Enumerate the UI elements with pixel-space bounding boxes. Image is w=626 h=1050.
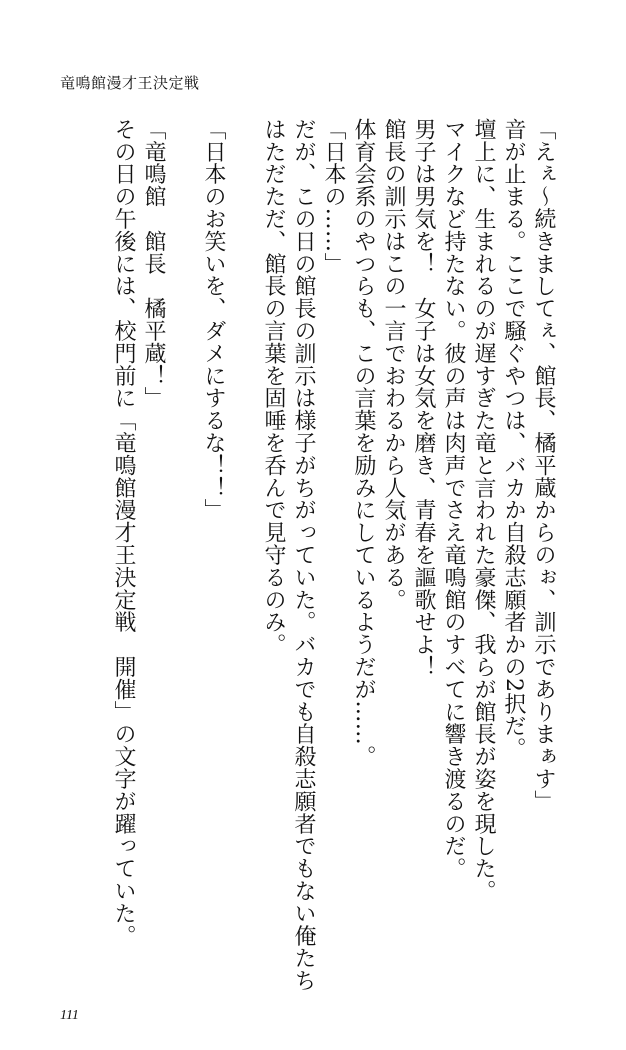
text-line: だが、この日の館長の訓示は様子がちがっていた。バカでも自殺志願者でもない俺たち — [291, 118, 316, 992]
text-line: 男子は男気を！ 女子は女気を磨き、青春を謳歌せよ！ — [411, 118, 436, 678]
running-header: 竜鳴館漫才王決定戦 — [60, 74, 200, 92]
text-line: はただただ、館長の言葉を固唾を呑んで見守るのみ。 — [261, 118, 286, 656]
page-number: 111 — [60, 1008, 79, 1023]
text-line: 館長の訓示はこの一言でおわるから人気がある。 — [381, 118, 406, 611]
text-line: 壇上に、生まれるのが遅すぎた竜と言われた豪傑、我らが館長が姿を現した。 — [471, 118, 496, 902]
text-line: 音が止まる。ここで騒ぐやつは、バカか自殺志願者かの2択だ。 — [501, 118, 526, 760]
line-gap — [168, 118, 198, 119]
text-line: 「日本の……」 — [321, 118, 346, 275]
body-text — [108, 118, 558, 992]
text-line: 「えぇ～続きましてぇ、館長、橘平蔵からのぉ、訓示でありまぁす」 — [531, 118, 556, 813]
text-line: その日の午後には、校門前に「竜鳴館漫才王決定戦 開催」の文字が躍っていた。 — [111, 118, 136, 947]
text-line: 「日本のお笑いを、ダメにするな！！」 — [201, 118, 226, 522]
text-line: 体育会系のやつらも、この言葉を励みにしているようだが……。 — [351, 118, 376, 768]
text-line: 「竜鳴館 館長 橘平蔵！」 — [141, 118, 166, 410]
line-gap — [228, 118, 258, 119]
text-line: マイクなど持たない。彼の声は肉声でさえ竜鳴館のすべてに響き渡るのだ。 — [441, 118, 466, 880]
